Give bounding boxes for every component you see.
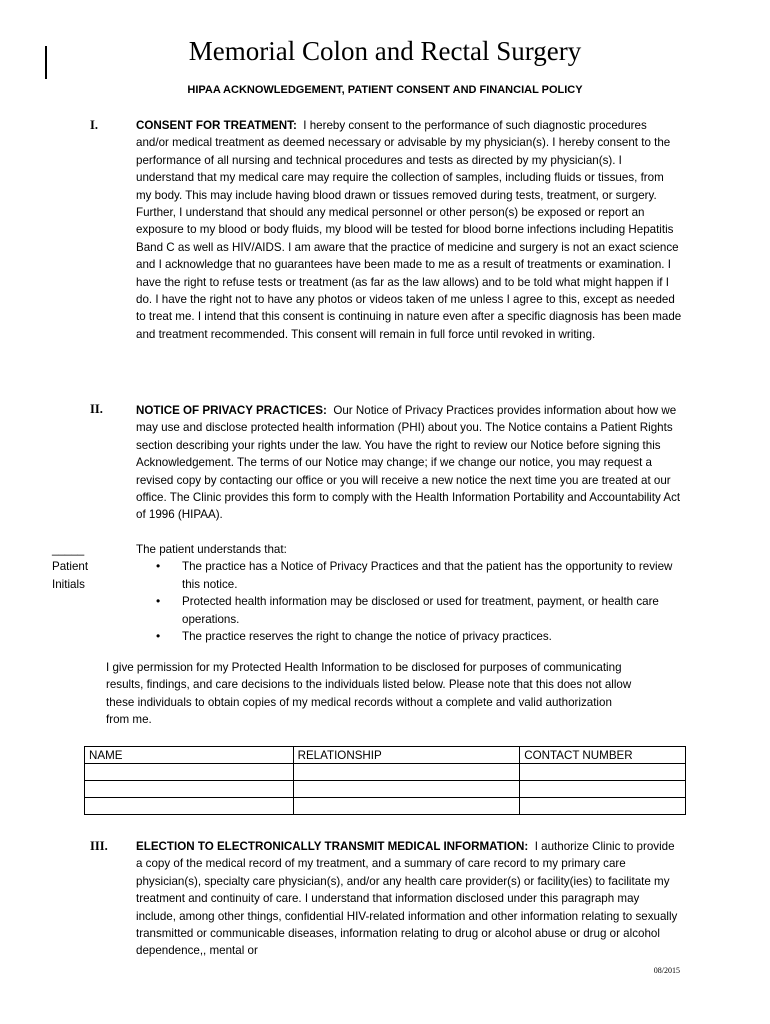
understands-bullet-list bbox=[136, 558, 682, 645]
patient-initials-blank[interactable]: _____ bbox=[52, 543, 85, 556]
table-row bbox=[85, 781, 686, 798]
table-row bbox=[85, 764, 686, 781]
bullet-item: • Protected health information may be disclosed or used for treatment, payment, or health care operations. bbox=[136, 593, 682, 628]
contact-number-cell[interactable] bbox=[520, 781, 686, 798]
name-cell[interactable] bbox=[85, 781, 294, 798]
contact-number-cell[interactable] bbox=[520, 764, 686, 781]
bullet-item: • The practice has a Notice of Privacy Practices and that the patient has the opportunity to review this notice. bbox=[136, 558, 682, 593]
section-2-heading: NOTICE OF PRIVACY PRACTICES: bbox=[136, 404, 327, 417]
table-row bbox=[85, 798, 686, 815]
table-header-row bbox=[85, 747, 686, 764]
name-cell[interactable] bbox=[85, 764, 294, 781]
patient-initials-label-2: Initials bbox=[52, 577, 85, 591]
section-3-heading: ELECTION TO ELECTRONICALLY TRANSMIT MEDICAL INFORMATION: bbox=[136, 840, 529, 853]
section-1-consent-for-treatment bbox=[136, 117, 682, 343]
document-subtitle: HIPAA ACKNOWLEDGEMENT, PATIENT CONSENT AND FINANCIAL POLICY bbox=[187, 84, 583, 96]
section-3-numeral: III. bbox=[90, 839, 108, 853]
section-2-numeral: II. bbox=[90, 402, 103, 416]
bullet-item: • The practice reserves the right to change the notice of privacy practices. bbox=[136, 628, 682, 645]
relationship-cell[interactable] bbox=[293, 798, 520, 815]
phi-disclosure-permission: I give permission for my Protected Health Information to be disclosed for purposes of communicating results, findings, and care decisions to the individuals listed below. Please note that this does not allow these individuals to obtain copies of my medical records without a complete and valid authorization from me. bbox=[106, 661, 632, 727]
column-header-contact-number: CONTACT NUMBER bbox=[520, 747, 686, 764]
section-3-electronic-transmission bbox=[136, 838, 682, 960]
patient-understands-intro: The patient understands that: bbox=[136, 543, 287, 556]
name-cell[interactable] bbox=[85, 798, 294, 815]
document-title: Memorial Colon and Rectal Surgery bbox=[188, 36, 582, 66]
patient-initials-block[interactable] bbox=[52, 541, 88, 593]
section-1-heading: CONSENT FOR TREATMENT: bbox=[136, 119, 297, 132]
column-header-name: NAME bbox=[85, 747, 294, 764]
contact-number-cell[interactable] bbox=[520, 798, 686, 815]
relationship-cell[interactable] bbox=[293, 781, 520, 798]
patient-initials-label-1: Patient bbox=[52, 560, 89, 574]
relationship-cell[interactable] bbox=[293, 764, 520, 781]
column-header-relationship: RELATIONSHIP bbox=[293, 747, 520, 764]
section-1-text: I hereby consent to the performance of such diagnostic procedures and/or medical treatment as deemed necessary or advisable by my physician(s). I hereby consent to the performance of all nursing and technical procedures and tests as directed by my physician(s). I understand that my medical care may require the collection of samples, including fluids or tissues, from my body. This may include having blood drawn or tissues removed during tests, treatment, or surgery. Further, I understand that should any medical personnel or other person(s) be exposed or report an exposure to my blood or body fluids, my blood will be tested for blood borne infections including Hepatitis Band C as well as HIV/AIDS. I am aware that the practice of medicine and surgery is not an exact science and I acknowledge that no guarantees have been made to me as a result of treatments or examination. I have the right to refuse tests or treatment (as far as the law allows) and to be told what might happen if I do. I have the right not to have any photos or videos taken of me unless I agree to this, except as needed to treat me. I intend that this consent is continuing in nature even after a specific diagnosis has been made and treatment recommended. This consent will remain in full force until revoked in writing. bbox=[136, 119, 682, 341]
section-2-privacy-practices bbox=[136, 402, 682, 524]
patient-understands-block bbox=[136, 541, 682, 645]
section-2-text: Our Notice of Privacy Practices provides information about how we may use and disclose protected health information (PHI) about you. The Notice contains a Patient Rights section describing your rights under the law. You have the right to review our Notice before signing this Acknowledgement. The terms of our Notice may change; if we change our notice, you may request a revised copy by contacting our office or you will receive a new notice the next time you are treated at our office. The Clinic provides this form to comply with the Health Information Portability and Accountability Act of 1996 (HIPAA). bbox=[136, 404, 681, 522]
authorized-contacts-table bbox=[84, 746, 686, 815]
section-1-numeral: I. bbox=[90, 118, 98, 132]
section-3-text: I authorize Clinic to provide a copy of the medical record of my treatment, and a summary of care record to my primary care physician(s), specialty care physician(s), and/or any health care provider(s) or facility(ies) to facilitate my treatment and continuity of care. I understand that information disclosed under this paragraph may include, among other things, confidential HIV-related information and other information relating to sexually transmitted or communicable diseases, information relating to drug or alcohol abuse or drug or alcohol dependence,, mental or bbox=[136, 840, 678, 958]
revision-date: 08/2015 bbox=[653, 966, 680, 975]
